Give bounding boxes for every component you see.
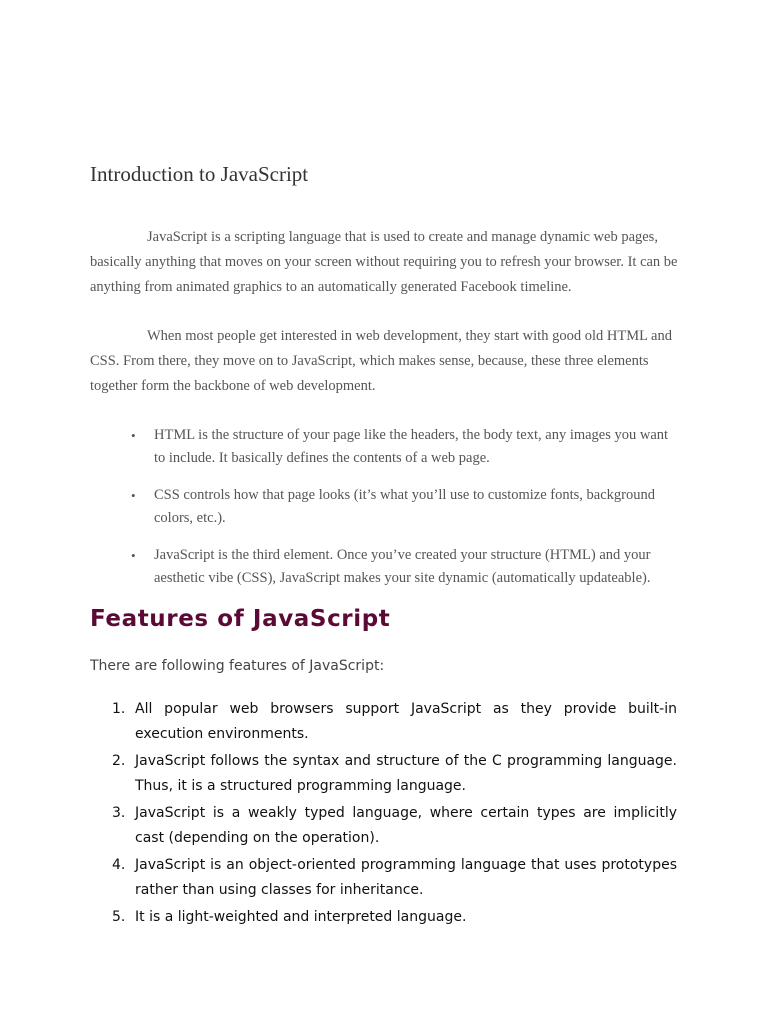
bullet-icon: •	[131, 548, 136, 563]
bullet-text: CSS controls how that page looks (it’s what you’ll use to customize fonts, background colors, etc.).	[154, 487, 655, 526]
feature-number: 5.	[112, 909, 126, 925]
intro-paragraph-2: When most people get interested in web development, they start with good old HTML and CSS. From there, they move on to JavaScript, which makes sense, because, these three elements together form the backbone of web development.	[90, 328, 672, 394]
feature-text: It is a light-weighted and interpreted language.	[135, 909, 467, 925]
feature-number: 3.	[112, 805, 126, 821]
feature-item-2	[90, 749, 677, 798]
feature-number: 2.	[112, 753, 126, 769]
features-intro: There are following features of JavaScript:	[90, 658, 385, 674]
bullet-item-javascript	[90, 544, 682, 590]
feature-number: 4.	[112, 857, 126, 873]
bullet-icon: •	[131, 428, 136, 443]
bullet-item-html	[90, 424, 682, 470]
feature-text: JavaScript is a weakly typed language, where certain types are implicitly cast (depending on the operation).	[135, 805, 677, 846]
bullet-item-css	[90, 484, 682, 530]
feature-text: JavaScript is an object-oriented programming language that uses prototypes rather than using classes for inheritance.	[135, 857, 677, 898]
feature-item-4	[90, 853, 677, 902]
web-technologies-bullet-list	[90, 424, 682, 604]
feature-item-3	[90, 801, 677, 850]
feature-item-5	[90, 905, 677, 930]
feature-item-1	[90, 697, 677, 746]
feature-number: 1.	[112, 701, 126, 717]
features-numbered-list	[90, 697, 677, 933]
feature-text: All popular web browsers support JavaScript as they provide built-in execution environments.	[135, 701, 677, 742]
bullet-icon: •	[131, 488, 136, 503]
intro-paragraph-1: JavaScript is a scripting language that is used to create and manage dynamic web pages, basically anything that moves on your screen without requiring you to refresh your browser. It can be anything from animated graphics to an automatically generated Facebook timeline.	[90, 229, 678, 295]
bullet-text: HTML is the structure of your page like the headers, the body text, any images you want to include. It basically defines the contents of a web page.	[154, 427, 669, 466]
features-heading: Features of JavaScript	[90, 606, 391, 632]
feature-text: JavaScript follows the syntax and structure of the C programming language. Thus, it is a structured programming language.	[135, 753, 677, 794]
bullet-text: JavaScript is the third element. Once you’ve created your structure (HTML) and your aesthetic vibe (CSS), JavaScript makes your site dynamic (automatically updateable).	[154, 547, 651, 586]
intro-title: Introduction to JavaScript	[90, 162, 309, 186]
